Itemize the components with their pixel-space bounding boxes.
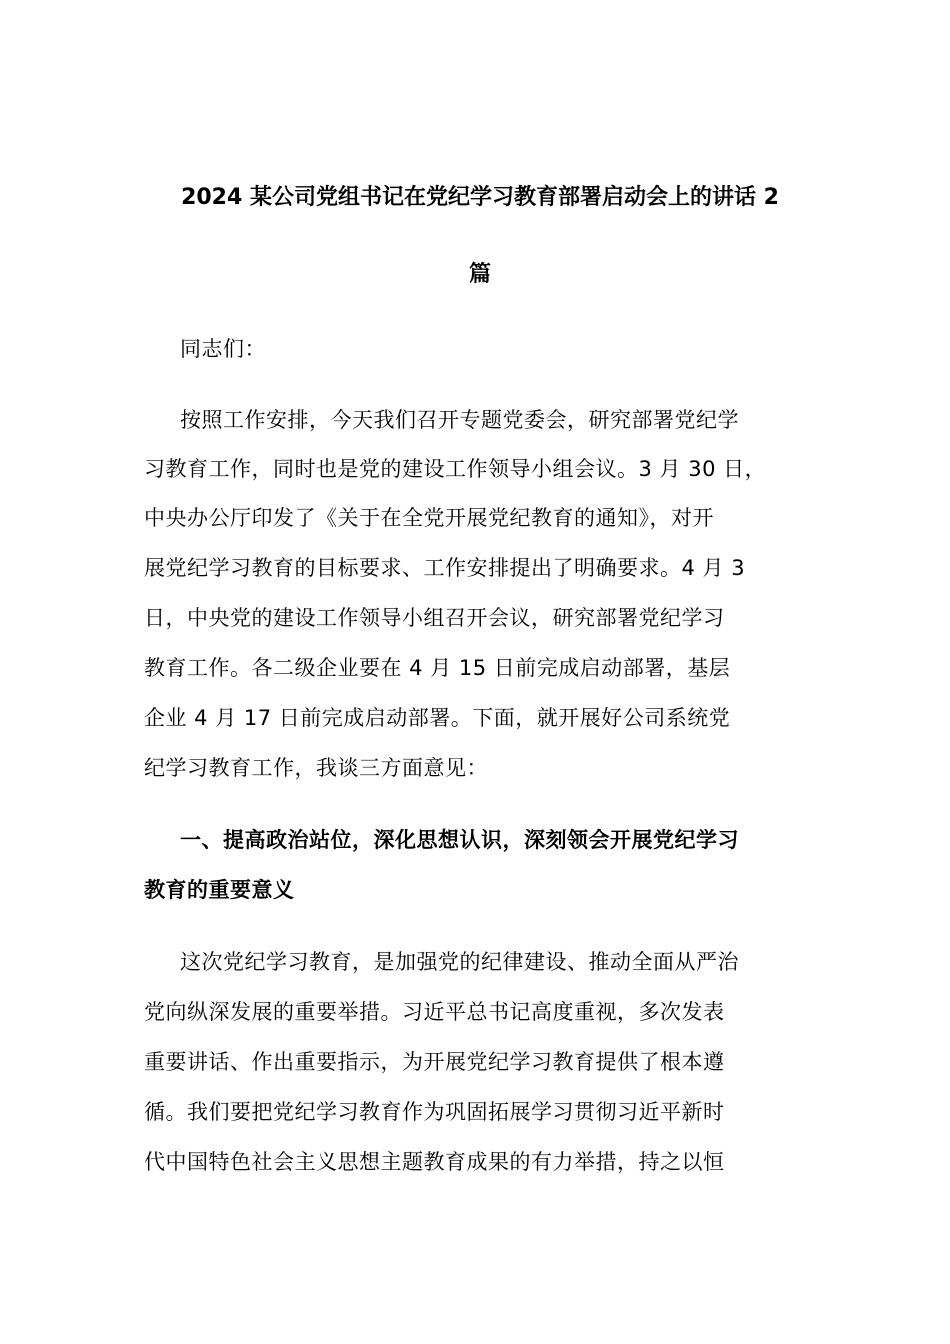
- paragraph-2-line: 重要讲话、作出重要指示，为开展党纪学习教育提供了根本遵: [144, 1050, 725, 1074]
- document-title-line-1: 2024 某公司党组书记在党纪学习教育部署启动会上的讲话 2: [181, 185, 779, 210]
- paragraph-1-line: 展党纪学习教育的目标要求、工作安排提出了明确要求。4 月 3: [144, 556, 746, 580]
- paragraph-1-line: 按照工作安排，今天我们召开专题党委会，研究部署党纪学: [180, 408, 739, 432]
- paragraph-2-line: 代中国特色社会主义思想主题教育成果的有力举措，持之以恒: [144, 1150, 725, 1174]
- paragraph-1-line: 中央办公厅印发了《关于在全党开展党纪教育的通知》，对开: [144, 506, 714, 530]
- paragraph-2-line: 党向纵深发展的重要举措。习近平总书记高度重视，多次发表: [144, 1000, 725, 1024]
- document-title-line-2: 篇: [468, 262, 491, 287]
- section-heading-1-line: 教育的重要意义: [144, 878, 295, 902]
- section-heading-1-line: 一、提高政治站位，深化思想认识，深刻领会开展党纪学习: [180, 828, 739, 852]
- paragraph-1-line: 习教育工作，同时也是党的建设工作领导小组会议。3 月 30 日，: [144, 457, 767, 481]
- paragraph-2-line: 这次党纪学习教育，是加强党的纪律建设、推动全面从严治: [180, 950, 739, 974]
- paragraph-1-line: 教育工作。各二级企业要在 4 月 15 日前完成启动部署，基层: [144, 656, 731, 680]
- paragraph-1-line: 企业 4 月 17 日前完成启动部署。下面，就开展好公司系统党: [144, 706, 731, 730]
- salutation: 同志们：: [180, 337, 266, 361]
- paragraph-1-line: 纪学习教育工作，我谈三方面意见：: [144, 756, 488, 780]
- paragraph-2-line: 循。我们要把党纪学习教育作为巩固拓展学习贯彻习近平新时: [144, 1100, 725, 1124]
- paragraph-1-line: 日，中央党的建设工作领导小组召开会议，研究部署党纪学习: [144, 606, 725, 630]
